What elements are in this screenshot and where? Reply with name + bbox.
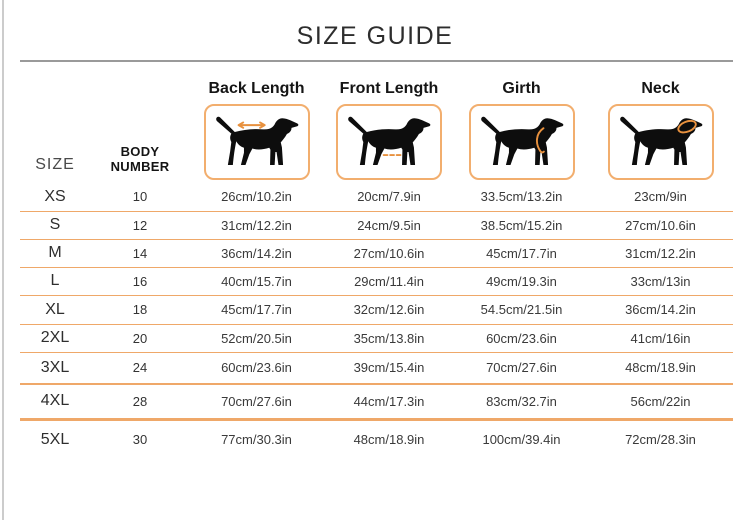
dog-neck-icon — [615, 111, 707, 173]
cell-front-length: 24cm/9.5in — [357, 217, 421, 233]
page-edge-divider — [2, 0, 4, 520]
table-row — [20, 183, 733, 211]
table-header — [20, 76, 733, 182]
dog-back-length-icon — [211, 111, 303, 173]
cell-body-number: 10 — [132, 189, 148, 205]
cell-body-number: 12 — [132, 217, 148, 233]
cell-body-number: 18 — [132, 302, 148, 317]
cell-neck: 31cm/12.2in — [625, 245, 696, 261]
cell-girth: 38.5cm/15.2in — [480, 217, 563, 233]
cell-front-length: 27cm/10.6in — [353, 245, 425, 261]
column-header-body-number: BODY NUMBER — [110, 144, 170, 174]
cell-size: 5XL — [40, 430, 70, 448]
cell-girth: 49cm/19.3in — [486, 273, 557, 289]
dog-front-length-icon — [343, 111, 435, 173]
cell-back-length: 60cm/23.6in — [221, 360, 292, 376]
cell-neck: 56cm/22in — [630, 393, 691, 409]
dog-box-frame — [608, 104, 714, 180]
cell-front-length: 48cm/18.9in — [353, 432, 425, 448]
cell-body-number: 14 — [132, 245, 148, 261]
cell-neck: 27cm/10.6in — [625, 217, 696, 233]
cell-neck: 33cm/13in — [630, 273, 691, 289]
table-row — [20, 211, 733, 239]
column-header-neck: Neck — [641, 80, 680, 97]
cell-neck: 36cm/14.2in — [625, 302, 696, 317]
cell-girth: 33.5cm/13.2in — [480, 189, 563, 205]
back-length-illustration — [190, 102, 323, 182]
dog-box-frame — [204, 104, 310, 180]
cell-body-number: 20 — [132, 330, 148, 346]
front-length-illustration — [323, 102, 455, 182]
table-row — [20, 295, 733, 324]
cell-front-length: 32cm/12.6in — [353, 302, 425, 317]
table-row — [20, 352, 733, 384]
cell-size: 3XL — [40, 358, 70, 376]
cell-back-length: 40cm/15.7in — [221, 273, 292, 289]
cell-body-number: 28 — [132, 393, 148, 409]
page-title: SIZE GUIDE — [296, 22, 454, 50]
table-row — [20, 419, 733, 459]
cell-back-length: 45cm/17.7in — [221, 302, 292, 317]
cell-back-length: 31cm/12.2in — [221, 217, 292, 233]
column-header-back-length: Back Length — [208, 80, 305, 97]
table-row — [20, 384, 733, 419]
dog-girth-icon — [476, 111, 568, 173]
cell-front-length: 20cm/7.9in — [357, 189, 421, 205]
cell-body-number: 30 — [132, 432, 148, 448]
cell-size: 2XL — [40, 329, 70, 346]
cell-size: XL — [45, 300, 65, 318]
cell-back-length: 26cm/10.2in — [221, 189, 292, 205]
cell-girth: 54.5cm/21.5in — [480, 302, 563, 317]
cell-size: L — [50, 272, 60, 289]
dog-box-frame — [469, 104, 575, 180]
cell-girth: 60cm/23.6in — [486, 330, 557, 346]
column-header-size: SIZE — [35, 156, 75, 173]
cell-back-length: 70cm/27.6in — [221, 393, 292, 409]
table-row — [20, 324, 733, 352]
cell-back-length: 52cm/20.5in — [221, 330, 292, 346]
cell-size: XS — [44, 187, 66, 205]
cell-neck: 23cm/9in — [634, 189, 687, 205]
cell-neck: 48cm/18.9in — [625, 360, 696, 376]
cell-size: 4XL — [40, 392, 70, 410]
size-table — [20, 183, 733, 459]
cell-size: M — [48, 244, 62, 261]
cell-front-length: 35cm/13.8in — [353, 330, 425, 346]
cell-body-number: 24 — [132, 360, 148, 376]
cell-girth: 83cm/32.7in — [486, 393, 557, 409]
column-header-girth: Girth — [502, 80, 541, 97]
cell-neck: 41cm/16in — [630, 330, 691, 346]
table-row — [20, 267, 733, 295]
neck-illustration — [588, 102, 733, 182]
size-table-body — [20, 183, 733, 459]
cell-front-length: 44cm/17.3in — [353, 393, 425, 409]
dog-box-frame — [336, 104, 442, 180]
cell-size: S — [49, 216, 61, 233]
cell-neck: 72cm/28.3in — [625, 432, 696, 448]
cell-back-length: 77cm/30.3in — [221, 432, 292, 448]
cell-back-length: 36cm/14.2in — [221, 245, 292, 261]
title-divider — [20, 60, 733, 62]
cell-front-length: 29cm/11.4in — [354, 273, 424, 289]
cell-body-number: 16 — [132, 273, 148, 289]
cell-front-length: 39cm/15.4in — [353, 360, 425, 376]
cell-girth: 100cm/39.4in — [482, 432, 561, 448]
girth-illustration — [455, 102, 588, 182]
column-header-front-length: Front Length — [339, 80, 439, 97]
cell-girth: 70cm/27.6in — [486, 360, 557, 376]
table-row — [20, 239, 733, 267]
cell-girth: 45cm/17.7in — [486, 245, 557, 261]
